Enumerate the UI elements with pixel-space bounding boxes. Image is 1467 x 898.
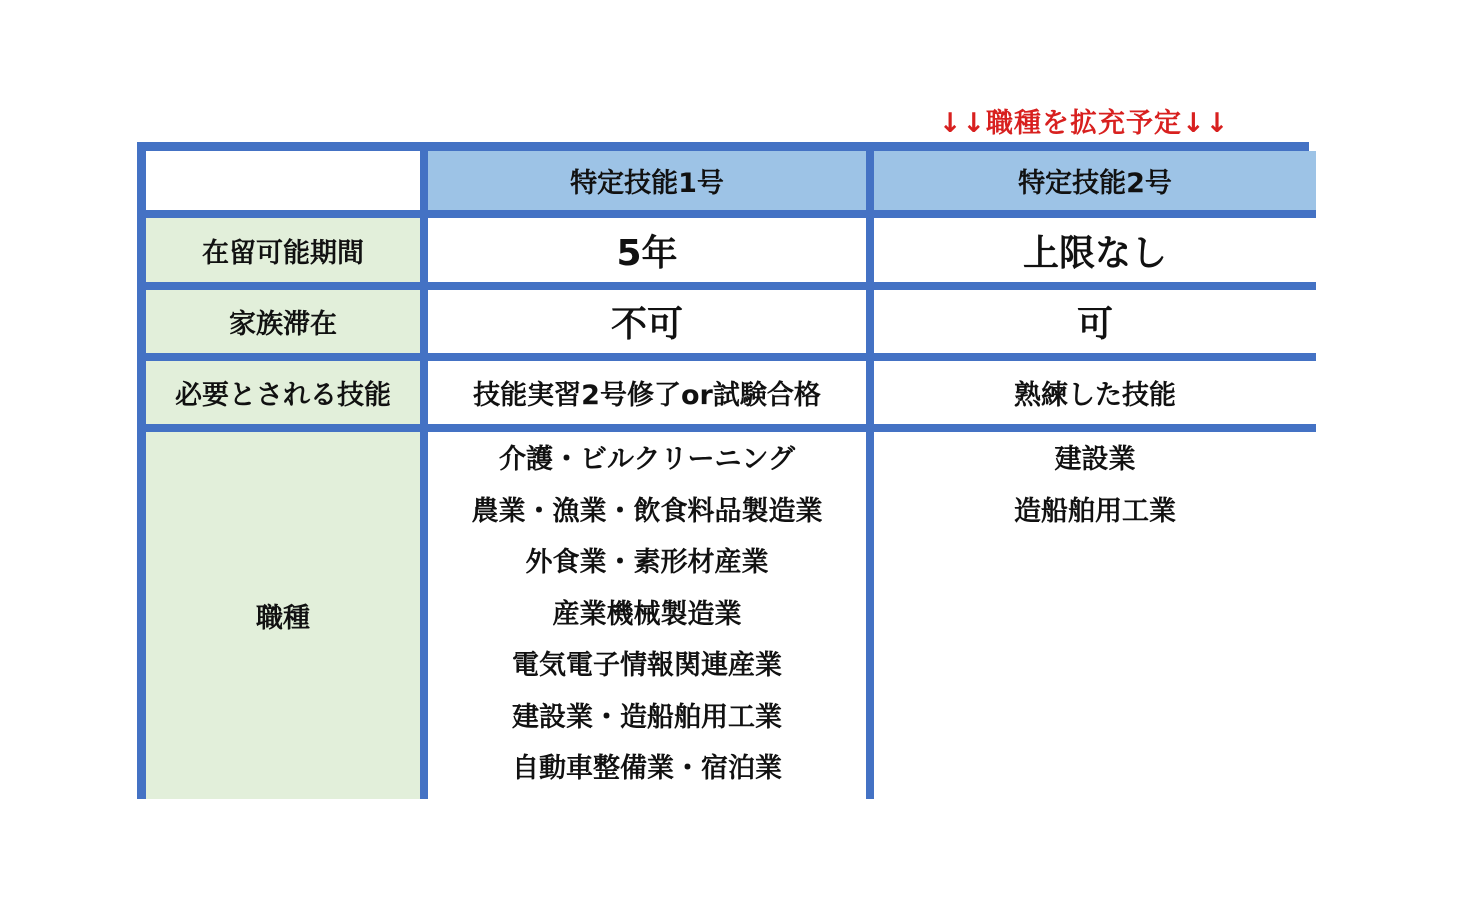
value-required-skills-1: 技能実習2号修了or試験合格 [424, 357, 870, 428]
comparison-table-frame [137, 142, 1309, 799]
header-row [146, 151, 1316, 214]
header-specified-skill-1: 特定技能1号 [424, 151, 870, 214]
list-item: 建設業・造船舶用工業 [512, 701, 782, 733]
label-stay-period: 在留可能期間 [146, 214, 424, 286]
list-item: 産業機械製造業 [552, 598, 742, 630]
list-item: 建設業 [1054, 444, 1136, 475]
value-required-skills-2: 熟練した技能 [870, 357, 1316, 428]
list-item: 電気電子情報関連産業 [512, 650, 782, 681]
value-family-stay-2: 可 [870, 286, 1316, 357]
corner-cell [146, 151, 424, 214]
label-required-skills: 必要とされる技能 [146, 357, 424, 428]
list-item: 造船舶用工業 [1014, 495, 1176, 527]
row-stay-period [146, 214, 1316, 286]
row-occupations [146, 428, 1316, 799]
list-item: 自動車整備業・宿泊業 [512, 753, 782, 784]
label-occupations: 職種 [146, 428, 424, 799]
header-specified-skill-2: 特定技能2号 [870, 151, 1316, 214]
list-item: 介護・ビルクリーニング [499, 444, 795, 475]
list-item: 農業・漁業・飲食料品製造業 [471, 495, 823, 527]
expansion-note: ↓↓職種を拡充予定↓↓ [938, 107, 1230, 139]
comparison-table [146, 151, 1316, 799]
value-stay-period-1: 5年 [424, 214, 870, 286]
value-stay-period-2: 上限なし [870, 214, 1316, 286]
row-family-stay [146, 286, 1316, 357]
label-family-stay: 家族滞在 [146, 286, 424, 357]
occupations-list-2 [870, 428, 1316, 799]
value-family-stay-1: 不可 [424, 286, 870, 357]
occupations-list-1 [424, 428, 870, 799]
row-required-skills [146, 357, 1316, 428]
list-item: 外食業・素形材産業 [525, 547, 769, 578]
